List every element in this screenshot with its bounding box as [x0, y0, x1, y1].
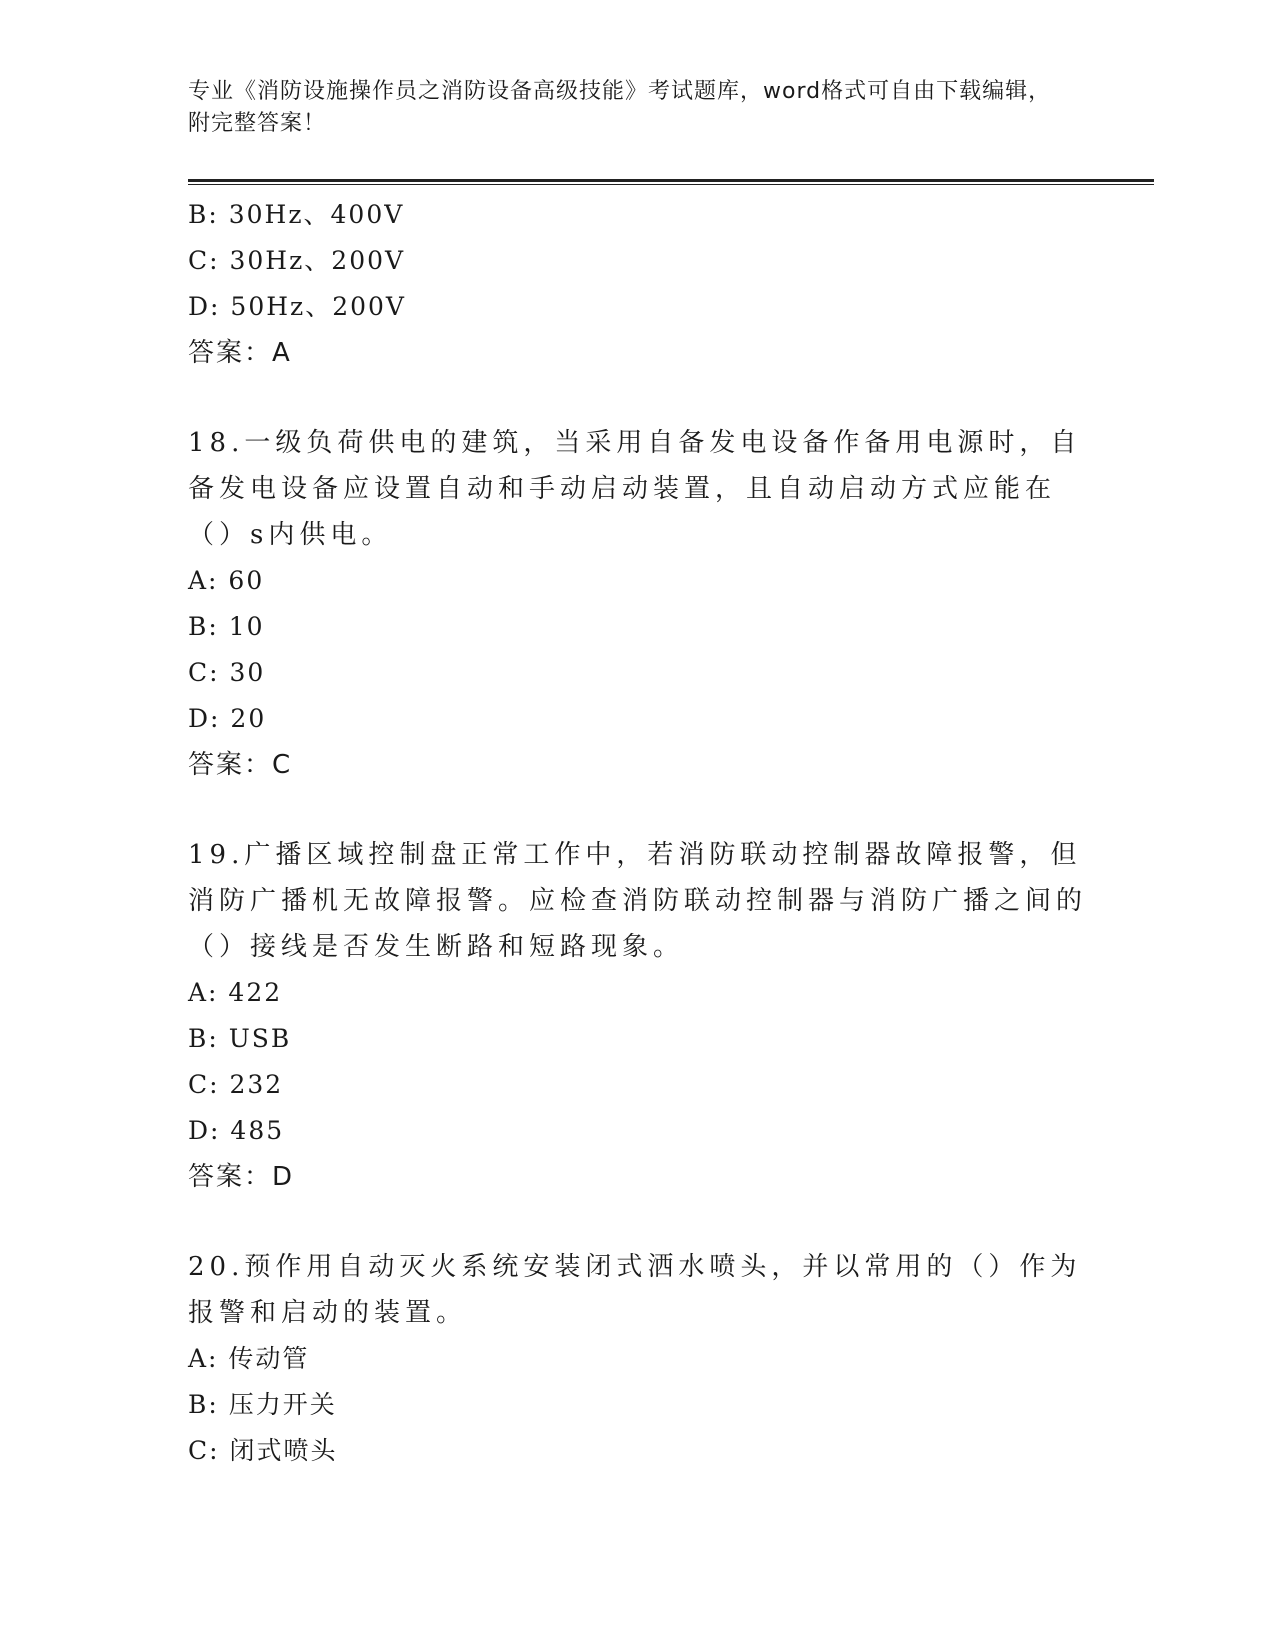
spacer	[188, 376, 1088, 420]
question-17-block	[188, 192, 1088, 376]
q19-option-a: A: 422	[188, 978, 283, 1007]
q17-option-b: B: 30Hz、400V	[188, 200, 405, 229]
spacer	[188, 1200, 1088, 1244]
q18-answer: 答案：C	[188, 750, 293, 780]
q19-option-d: D: 485	[188, 1116, 285, 1145]
q18-option-d: D: 20	[188, 704, 267, 733]
q20-question: 20.预作用自动灭火系统安装闭式洒水喷头，并以常用的（）作为报警和启动的装置。	[188, 1252, 1082, 1328]
header-rule-thin	[188, 184, 1154, 185]
q20-option-b: B: 压力开关	[188, 1390, 337, 1419]
q19-option-c: C: 232	[188, 1070, 284, 1099]
header-rule-thick	[188, 179, 1154, 182]
spacer	[188, 788, 1088, 832]
question-list	[188, 192, 1088, 1474]
q19-answer: 答案：D	[188, 1162, 295, 1192]
q19-option-b: B: USB	[188, 1024, 292, 1053]
q20-option-c: C: 闭式喷头	[188, 1436, 338, 1465]
document-header: 专业《消防设施操作员之消防设备高级技能》考试题库，word格式可自由下载编辑，附完整答案！	[188, 79, 1052, 136]
question-20-block	[188, 1244, 1088, 1474]
q20-option-a: A: 传动管	[188, 1344, 310, 1373]
q17-answer: 答案：A	[188, 338, 292, 368]
q19-question: 19.广播区域控制盘正常工作中，若消防联动控制器故障报警，但消防广播机无故障报警。应检查消防联动控制器与消防广播之间的（）接线是否发生断路和短路现象。	[188, 840, 1088, 962]
q18-option-b: B: 10	[188, 612, 265, 641]
question-18-block	[188, 420, 1088, 788]
q18-option-c: C: 30	[188, 658, 266, 687]
q18-option-a: A: 60	[188, 566, 265, 595]
question-19-block	[188, 832, 1088, 1200]
q17-option-d: D: 50Hz、200V	[188, 292, 406, 321]
q18-question: 18.一级负荷供电的建筑，当采用自备发电设备作备用电源时，自备发电设备应设置自动和手动启动装置，且自动启动方式应能在（）s内供电。	[188, 428, 1082, 550]
q17-option-c: C: 30Hz、200V	[188, 246, 406, 275]
